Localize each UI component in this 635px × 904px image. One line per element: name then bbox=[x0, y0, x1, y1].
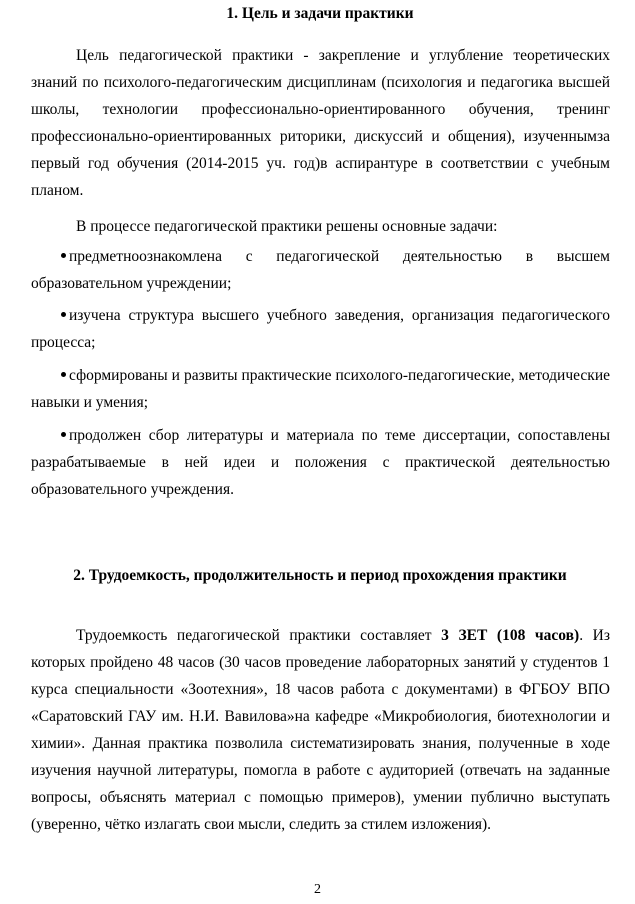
task-list-item-text: изучена структура высшего учебного заведения, организация педагогического процесса; bbox=[31, 307, 610, 351]
section-1-tasks-intro: В процессе педагогической практики решены основные задачи: bbox=[76, 218, 498, 235]
bullet-icon bbox=[61, 312, 66, 317]
task-list-item-text: сформированы и развиты практические психолого-педагогические, методические навыки и умения; bbox=[31, 367, 610, 411]
task-list-item bbox=[31, 302, 610, 356]
section-2-workload-paragraph bbox=[31, 622, 610, 838]
page-number: 2 bbox=[314, 882, 321, 897]
section-1-heading: 1. Цель и задачи практики bbox=[226, 5, 414, 22]
task-list-item-text: предметноознакомлена с педагогической деятельностью в высшем образовательном учреждении; bbox=[31, 248, 610, 292]
task-list-item-text: продолжен сбор литературы и материала по теме диссертации, сопоставлены разрабатываемые в ней идеи и положения с практической деятельностью образовательного учреждения. bbox=[31, 427, 610, 498]
bullet-icon bbox=[61, 432, 66, 437]
workload-details-text: . Из которых пройдено 48 часов (30 часов проведение лабораторных занятий у студентов 1 курса специальности «Зоотехния», 18 часов работа с документами) в ФГБОУ ВПО «Саратовский ГАУ им. Н.И. Вавилова»на кафедре «Микробиология, биотехнологии и химии». Данная практика позволила систематизировать знания, полученные в ходе изучения научной литературы, помогла в работе с аудиторией (отвечать на заданные вопросы, объяснять материал с помощью примеров), умении публично выступать (уверенно, чётко излагать свои мысли, следить за стилем изложения). bbox=[31, 627, 610, 833]
task-list-item bbox=[31, 362, 610, 416]
section-2-heading: 2. Трудоемкость, продолжительность и период прохождения практики bbox=[73, 567, 567, 584]
workload-credits-text: 3 ЗЕТ (108 часов) bbox=[441, 627, 580, 644]
workload-intro-text: Трудоемкость педагогической практики составляет bbox=[76, 627, 442, 644]
section-1-goal-paragraph: Цель педагогической практики - закрепление и углубление теоретических знаний по психолого-педагогическим дисциплинам (психология и педагогика высшей школы, технологии профессионально-ориентированного обучения, тренинг профессионально-ориентированных риторики, дискуссий и общения), изученнымза первый год обучения (2014-2015 уч. год)в аспирантуре в соответствии с учебным планом. bbox=[31, 47, 610, 199]
bullet-icon bbox=[61, 372, 66, 377]
bullet-icon bbox=[61, 253, 66, 258]
task-list-item bbox=[31, 422, 610, 503]
task-list-item bbox=[31, 243, 610, 297]
